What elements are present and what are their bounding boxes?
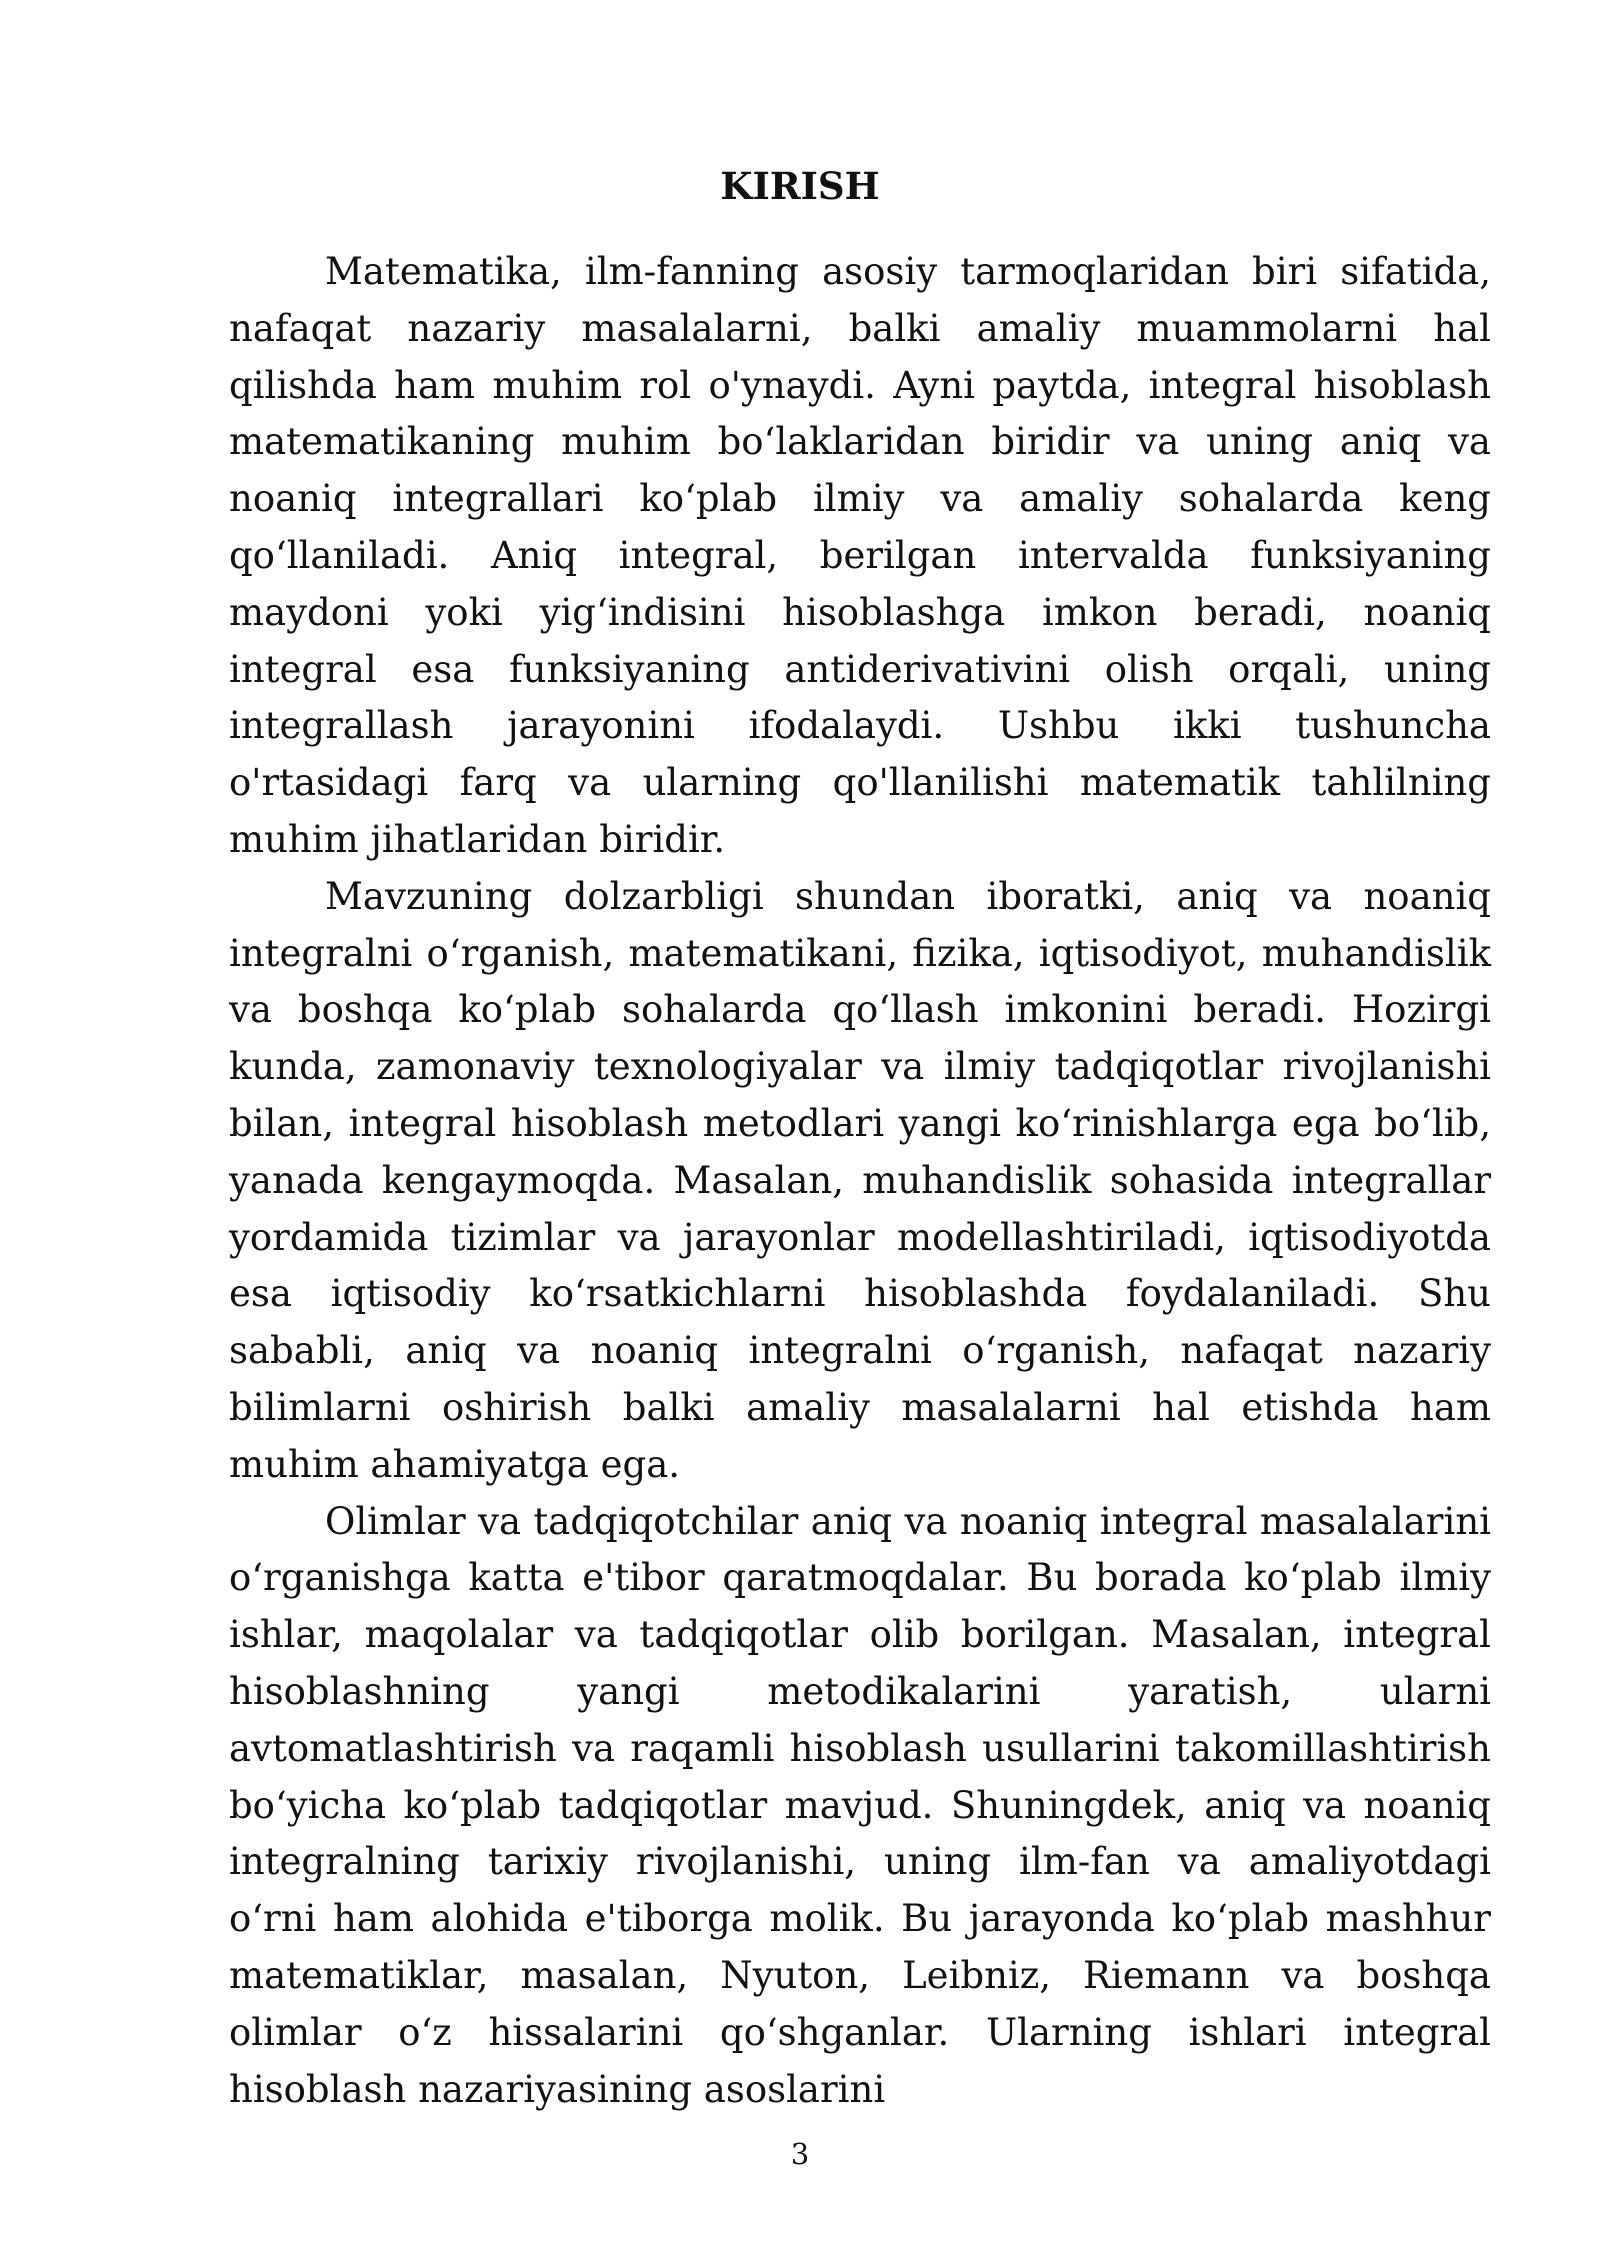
body-text: [229, 244, 1491, 2118]
paragraph-relevance: Mavzuning dolzarbligi shundan iboratki, aniq va noaniq integralni oʻrganish, matematikani, fizika, iqtisodiyot, muhandislik va boshqa koʻplab sohalarda qoʻllash imkonini beradi. Hozirgi kunda, zamonaviy texnologiyalar va ilmiy tadqiqotlar rivojlanishi bilan, integral hisoblash metodlari yangi koʻrinishlarga ega boʻlib, yanada kengaymoqda. Masalan, muhandislik sohasida integrallar yordamida tizimlar va jarayonlar modellashtiriladi, iqtisodiyotda esa iqtisodiy koʻrsatkichlarni hisoblashda foydalaniladi. Shu sababli, aniq va noaniq integralni oʻrganish, nafaqat nazariy bilimlarni oshirish balki amaliy masalalarni hal etishda ham muhim ahamiyatga ega.: [229, 874, 1491, 1486]
page-number: 3: [790, 2137, 810, 2171]
paragraph-research: Olimlar va tadqiqotchilar aniq va noaniq integral masalalarini oʻrganishga katta e'tibor qaratmoqdalar. Bu borada koʻplab ilmiy ishlar, maqolalar va tadqiqotlar olib borilgan. Masalan, integral hisoblashning yangi metodikalarini yaratish, ularni avtomatlashtirish va raqamli hisoblash usullarini takomillashtirish boʻyicha koʻplab tadqiqotlar mavjud. Shuningdek, aniq va noaniq integralning tarixiy rivojlanishi, uning ilm-fan va amaliyotdagi oʻrni ham alohida e'tiborga molik. Bu jarayonda koʻplab mashhur matematiklar, masalan, Nyuton, Leibniz, Riemann va boshqa olimlar oʻz hissalarini qoʻshganlar. Ularning ishlari integral hisoblash nazariyasining asoslarini: [229, 1499, 1491, 2111]
paragraph-intro: Matematika, ilm-fanning asosiy tarmoqlaridan biri sifatida, nafaqat nazariy masalalarni, balki amaliy muammolarni hal qilishda ham muhim rol o'ynaydi. Ayni paytda, integral hisoblash matematikaning muhim boʻlaklaridan biridir va uning aniq va noaniq integrallari koʻplab ilmiy va amaliy sohalarda keng qoʻllaniladi. Aniq integral, berilgan intervalda funksiyaning maydoni yoki yigʻindisini hisoblashga imkon beradi, noaniq integral esa funksiyaning antiderivativini olish orqali, uning integrallash jarayonini ifodalaydi. Ushbu ikki tushuncha o'rtasidagi farq va ularning qo'llanilishi matematik tahlilning muhim jihatlaridan biridir.: [229, 250, 1491, 861]
page-title: KIRISH: [720, 164, 880, 208]
